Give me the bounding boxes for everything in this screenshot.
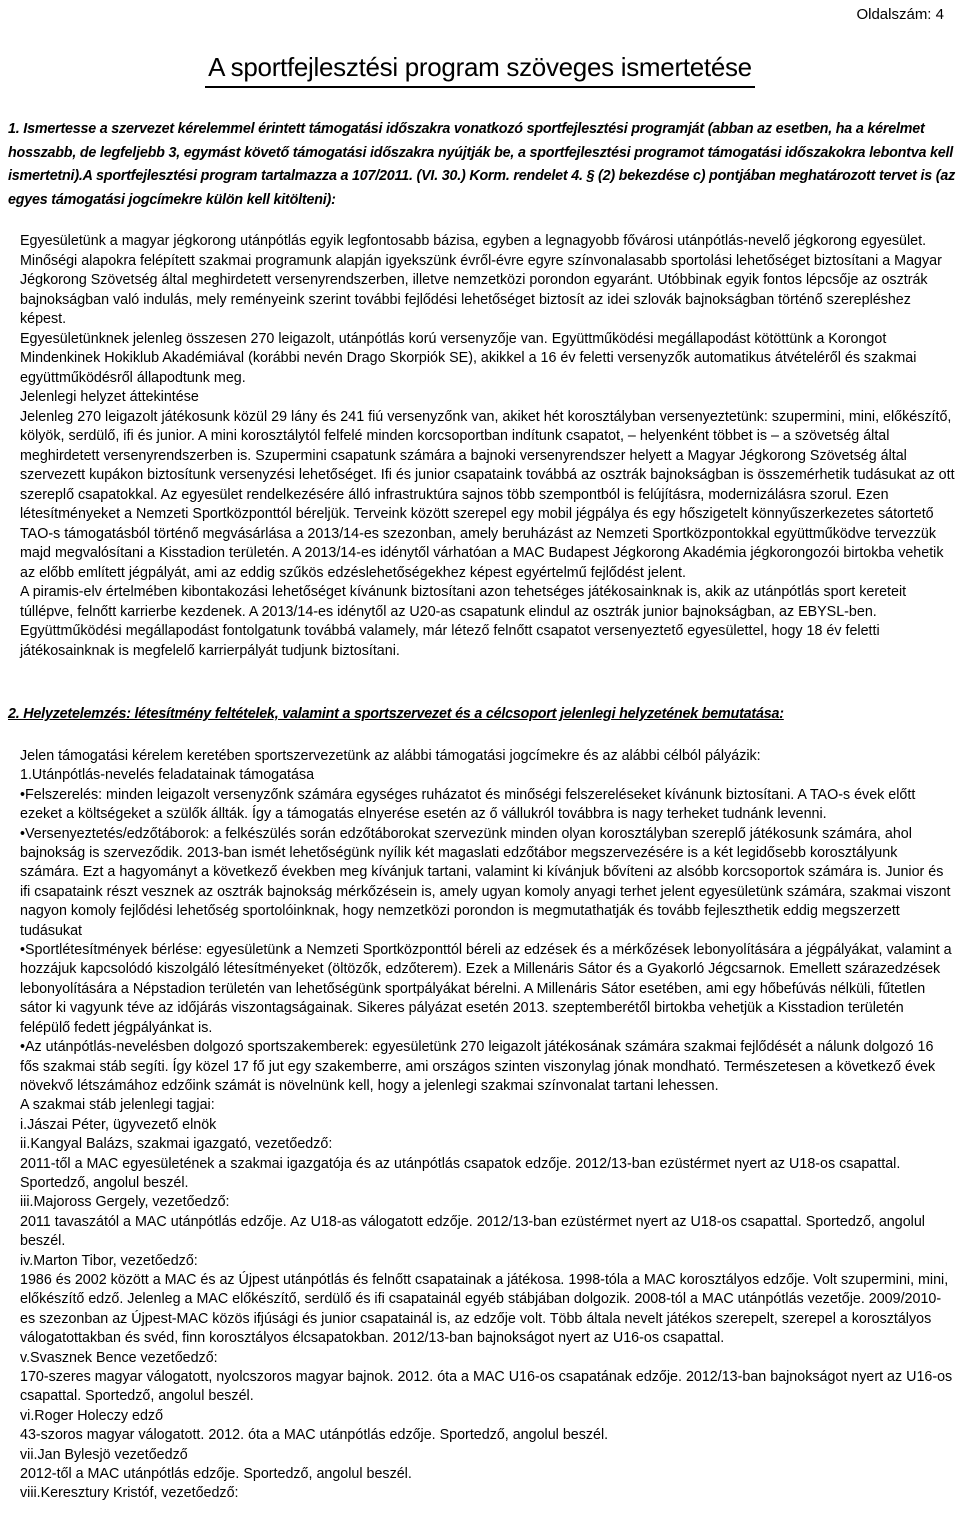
- section2-body: [20, 747, 956, 1504]
- section1-body: [20, 232, 956, 661]
- section2-heading: 2. Helyzetelemzés: létesítmény feltételek, valamint a sportszervezet és a célcsoport jelenlegi helyzetének bemutatása:: [8, 706, 784, 722]
- paragraph: viii.Keresztury Kristóf, vezetőedző:: [20, 1485, 239, 1502]
- paragraph: •Felszerelés: minden leigazolt versenyzőnk számára egységes ruházatot és minőségi felszereléseket kívánunk biztosítani. A TAO-s évek előtt ezeket a költségeket a szülők állták. Így a támogatás elnyerése esetén az ő vállukról továbbra is nagy terheket tudnánk levenni.: [20, 786, 916, 823]
- paragraph: 1986 és 2002 között a MAC és az Újpest utánpótlás és felnőtt csapatainak a játékosa. 1998-tóla a MAC korosztályos edzője. Volt szupermini, mini, előkészítő edző. Jelenleg a MAC előkészítő, serdülő és ifi csapatainál egyéb stábjában dolgozik. 2008-tól a MAC utánpótlás vezetője. 2009/2010-es szezonban az Újpest-MAC közös ifjúsági és junior csapatainál is, az edzője volt. Több általa nevelt játékos szerepelt, szerepel a korosztályos válogatottakban és svéd, finn korosztályos élcsapatokban. 2012/13-ban bajnokságot nyert az U16-os csapattal.: [20, 1271, 949, 1347]
- paragraph: 2011-től a MAC egyesületének a szakmai igazgatója és az utánpótlás csapatok edzője. 2012/13-ban ezüstérmet nyert az U18-os csapattal. Sportedző, angolul beszél.: [20, 1155, 901, 1191]
- paragraph: Egyesületünknek jelenleg összesen 270 leigazolt, utánpótlás korú versenyzője van. Együttműködési megállapodást kötöttünk a Korongot Mindenkinek Hokiklub Akadémiával (korábbi nevén Drago Skorpiók SE), akikkel a 16 év feletti versenyzők automatikus átvételéről és szakmai együttműködésről állapodtunk meg.: [20, 330, 917, 386]
- paragraph: •Az utánpótlás-nevelésben dolgozó sportszakemberek: egyesületünk 270 leigazolt játékosának számára szakmai fejlődését a nálunk dolgozó 16 fős szakmai stáb segíti. Így közel 17 fő jut egy szakemberre, ami országos szinten viszonylag jónak mondható. Természetesen a következő évek növekvő létszámához edzőink számát is növelnünk kell, hogy a jelenlegi szakmai színvonalat tartani lehessen.: [20, 1039, 936, 1094]
- paragraph: A szakmai stáb jelenlegi tagjai:: [20, 1097, 215, 1114]
- paragraph: •Sportlétesítmények bérlése: egyesületünk a Nemzeti Sportközponttól béreli az edzések és a mérkőzések lebonyolítására a jégpályákat, valamint a hozzájuk kapcsolódó kiszolgáló létesítményeket (öltözők, edzőterem). Ezek a Millenáris Sátor és a Gyakorló Jégcsarnok. Emellett szárazedzések lebonyolítására a Népstadion területén van lehetőségünk sportpályákat bérelni. A Millenáris Sátor esetében, ami egy hőbefúvás nélküli, fűtetlen sátor ki vagyunk téve az időjárás viszontagságainak. Sikeres pályázat esetén 2013. szeptemberétől birtokba vehetjük a Kisstadion területén felépülő fedett jégpályánkat is.: [20, 942, 952, 1036]
- paragraph: 2011 tavaszától a MAC utánpótlás edzője. Az U18-as válogatott edzője. 2012/13-ban ezüstérmet nyert az U18-os csapattal. Sportedző, angolul beszél.: [20, 1213, 925, 1250]
- paragraph: •Versenyeztetés/edzőtáborok: a felkészülés során edzőtáborokat szervezünk minden olyan korosztályban szereplő játékosunk számára, ahol bajnokság is szerveződik. 2013-ban ismét lehetőségünk nyílik két magaslati edzőtábor megszervezésére is a két legidősebb korosztályunk számára. Ezt a hagyományt a következő években meg kívánjuk tartani, valamint ki kívánjuk bővíteni az alsóbb korcsoportok számára is. Junior és ifi csapataink részt vesznek az osztrák bajnokság mérkőzésein is, amely ugyan komoly anyagi terhet jelent egyesületünk számára, szakmai viszont nagyon komoly fejlődési lehetőség sportolóinknak, hogy nemzetközi porondon is megmutathatják és tovább fejleszthetik eddig megszerzett tudásukat: [20, 825, 951, 939]
- section1-heading: 1. Ismertesse a szervezet kérelemmel érintett támogatási időszakra vonatkozó sportfejlesztési programját (abban az esetben, ha a kérelmet hosszabb, de legfeljebb 3, egymást követő támogatási időszakra nyújtják be, a sportfejlesztési programot támogatási időszakokra lebontva kell ismertetni).A sportfejlesztési program tartalmazza a 107/2011. (VI. 30.) Korm. rendelet 4. § (2) bekezdése c) pontjában meghatározott tervet is (az egyes támogatási jogcímekre külön kell kitölteni):: [8, 121, 956, 208]
- paragraph: i.Jászai Péter, ügyvezető elnök: [20, 1116, 217, 1133]
- paragraph: 43-szoros magyar válogatott. 2012. óta a MAC utánpótlás edzője. Sportedző, angolul beszél.: [20, 1427, 609, 1444]
- paragraph: Jelenleg 270 leigazolt játékosunk közül 29 lány és 241 fiú versenyzőnk van, akiket hét korosztályban versenyeztetünk: szupermini, mini, előkészítő, kölyök, serdülő, ifi és junior. A mini korosztálytól felfelé minden korcsoportban indítunk csapatot, – helyenként többet is – a szövetség által meghirdetett versenyrendszerben is. Szupermini csapatunk számára a bajnoki versenyrendszer helyett a Magyar Jégkorong Szövetség által szervezett kupákon biztosítunk versenyzési lehetőséget. Ifi és junior csapataink továbbá az osztrák bajnokságban is összemérhetik tudásukat az ott szereplő csapatokkal. Az egyesület rendelkezésére álló infrastruktúra sajnos több szempontból is felújításra, modernizálásra szorul. Ezen létesítményeket a Nemzeti Sportközponttól béreljük. Terveink között szerepel egy mobil jégpálya és egy hőszigetelt könnyűszerkezetes sátortető TAO-s támogatásból történő megvásárlása a 2013/14-es szezonban, amely beruházást az Nemzeti Sportközpontokkal együttműködve tervezzük majd megvalósítani a Kisstadion területén. A 2013/14-es idénytől várhatóan a MAC Budapest Jégkorong Akadémia jégkorongozói birtokba vehetik az előbb említett jégpályát, ami az eddig szűkös edzéslehetőségekhez képest egyértelmű fejlődést jelent.: [20, 408, 955, 581]
- paragraph: vii.Jan Bylesjö vezetőedző: [20, 1446, 188, 1463]
- document-title-text: A sportfejlesztési program szöveges ismertetése: [205, 50, 755, 88]
- paragraph: vi.Roger Holeczy edző: [20, 1407, 164, 1424]
- paragraph: iv.Marton Tibor, vezetőedző:: [20, 1252, 198, 1269]
- page-number: Oldalszám: 4: [856, 6, 944, 23]
- paragraph: Jelen támogatási kérelem keretében sportszervezetünk az alábbi támogatási jogcímekre és az alábbi célból pályázik:: [20, 748, 761, 764]
- paragraph: 170-szeres magyar válogatott, nyolcszoros magyar bajnok. 2012. óta a MAC U16-os csapatának edzője. 2012/13-ban bajnokságot nyert az U16-os csapattal. Sportedző, angolul beszél.: [20, 1369, 953, 1405]
- paragraph: Jelenlegi helyzet áttekintése: [20, 389, 199, 405]
- paragraph: iii.Majoross Gergely, vezetőedző:: [20, 1194, 230, 1211]
- document-title: [0, 50, 960, 88]
- paragraph: 2012-től a MAC utánpótlás edzője. Sportedző, angolul beszél.: [20, 1466, 412, 1483]
- paragraph: v.Svasznek Bence vezetőedző:: [20, 1349, 218, 1366]
- paragraph: Egyesületünk a magyar jégkorong utánpótlás egyik legfontosabb bázisa, egyben a legnagyobb fővárosi utánpótlás-nevelő jégkorong egyesület. Minőségi alapokra felépített szakmai programunk alapján igyekszünk évről-évre egyre színvonalasabb sportolási lehetőséget biztosítani a Magyar Jégkorong Szövetség által meghirdetett versenyrendszerben, illetve nemzetközi porondon egyaránt. Utóbbinak egyik fontos lépcsője az osztrák bajnokságban való indulás, mely reményeink szerint további fejlődési lehetőséget biztosít az idei szlovák bajnokságban történő szerepléshez képest.: [20, 233, 942, 327]
- paragraph: 1.Utánpótlás-nevelés feladatainak támogatása: [20, 767, 315, 784]
- paragraph: ii.Kangyal Balázs, szakmai igazgató, vezetőedző:: [20, 1136, 333, 1153]
- paragraph: A piramis-elv értelmében kibontakozási lehetőséget kívánunk biztosítani azon tehetséges játékosainknak is, akik az utánpótlás sport kereteit túllépve, felnőtt karrierbe kezdenek. A 2013/14-es idénytől az U20-as csapatunk elindul az osztrák junior bajnokságban, az EBYSL-ben. Együttműködési megállapodást fontolgatunk továbbá valamely, már létező felnőtt csapatot versenyeztető egyesülettel, hogy 18 év feletti játékosainknak is megfelelő karrierpályát tudjunk biztosítani.: [20, 584, 907, 659]
